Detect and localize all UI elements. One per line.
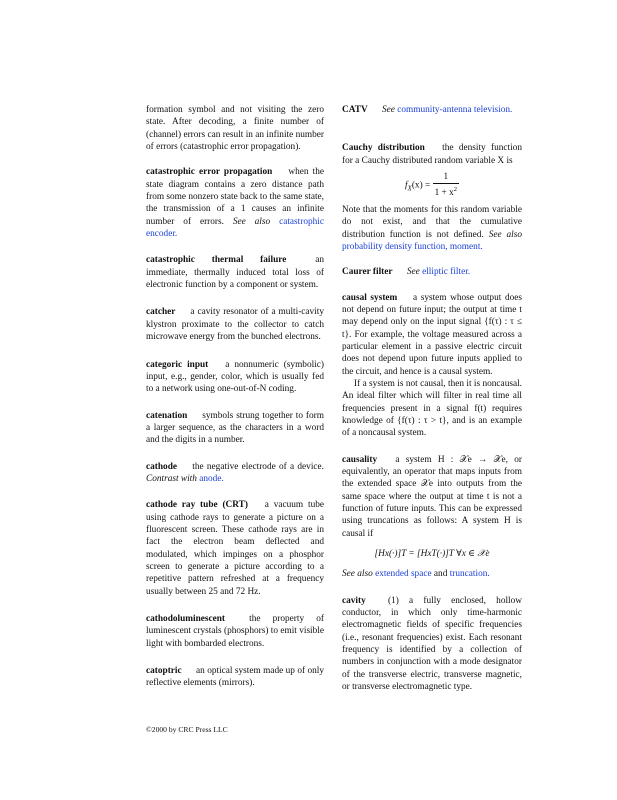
left-column <box>146 104 324 690</box>
right-column <box>342 104 522 694</box>
entry-term: catcher <box>146 307 176 318</box>
eq-numerator: 1 <box>433 171 459 184</box>
entry-definition: the negative electrode of a device. <box>192 461 324 472</box>
link-probability-density-function[interactable]: probability density function, moment. <box>342 241 483 252</box>
entry-definition: a nonnumeric (symbolic) input, e.g., gender, color, which is usually fed to a network using one-out-of-N coding. <box>146 359 324 395</box>
entry-definition: a cavity resonator of a multi-cavity klystron proximate to the collector to catch microwave energy from the bunched electrons. <box>146 307 325 343</box>
causality-see-also <box>342 568 522 580</box>
cauchy-note: Note that the moments for this random variable do not exist, and that the cumulative distribution function is not defined. <box>342 204 522 240</box>
continued-entry: formation symbol and not visiting the zero state. After decoding, a finite number of (channel) errors can result in an infinite number of errors (catastrophic error propagation). <box>146 105 324 153</box>
entry-definition: the property of luminescent crystals (phosphors) to emit visible light with bombarded electrons. <box>146 614 324 649</box>
eq-argument: (x) = <box>411 180 431 191</box>
eq-fraction <box>433 171 459 200</box>
entry-definition: symbols strung together to form a larger sequence, as the characters in a word and the digits in a number. <box>146 410 324 446</box>
entry-term: cavity <box>342 595 366 606</box>
see-label: See <box>406 267 420 278</box>
eq-den-text: 1 + x <box>434 188 454 199</box>
entry-term: causality <box>342 454 378 465</box>
eq-denominator <box>433 184 459 199</box>
entry-term: catenation <box>146 410 188 421</box>
entry-term: cathodoluminescent <box>146 614 226 624</box>
contrast-label: Contrast with <box>146 473 197 484</box>
entry-definition: the density function for a Cauchy distributed random variable X is <box>342 143 522 166</box>
entry-definition: (1) a fully enclosed, hollow conductor, in which only time-harmonic electromagnetic fields of specific frequencies (i.e., resonant frequencies) exist. Each resonant frequency is identified by a collection of numbers in conjunction with a mode designator of the transverse electric, transverse magnetic, or transverse electromagnetic type. <box>342 595 523 693</box>
entry-catcher <box>146 306 324 343</box>
cauchy-equation <box>342 171 522 200</box>
entry-catenation <box>146 410 324 447</box>
entry-definition: a vacuum tube using cathode rays to generate a picture on a fluorescent screen. These cathode rays are in fact the electron beam deflected and modulated, which impinges on a phosphor screen to generate a picture according to a repetitive pattern refreshed at a frequency usually between 25 and 72 Hz. <box>146 500 324 597</box>
entry-term: CATV <box>342 105 368 115</box>
entry-term: catastrophic thermal failure <box>146 255 287 266</box>
entry-term: categoric input <box>146 359 209 370</box>
see-label: See <box>381 105 395 115</box>
entry-catastrophic-error-propagation <box>146 166 324 240</box>
entry-term: catoptric <box>146 666 182 677</box>
link-truncation[interactable]: truncation. <box>449 569 490 580</box>
entry-definition: a system whose output does not depend on future input; the output at time t may depend only on the input signal {f(τ) : τ ≤ t}. For example, the voltage measured across a particular element in a passive electric circuit does not depend upon future inputs applied to the circuit, and hence is a causal system. <box>342 292 522 377</box>
entry-term: Cauchy distribution <box>342 143 425 154</box>
entry-term: Caurer filter <box>342 267 393 278</box>
and-word: and <box>433 569 448 580</box>
link-community-antenna-television[interactable]: community-antenna television. <box>397 105 513 115</box>
entry-catv <box>342 104 522 116</box>
link-catastrophic-encoder[interactable]: catastrophic encoder. <box>146 216 324 240</box>
see-also-label: See also <box>232 216 271 227</box>
entry-definition: an optical system made up of only reflective elements (mirrors). <box>146 666 325 689</box>
see-also-label: See also <box>488 229 522 240</box>
entry-term: catastrophic error propagation <box>146 167 273 178</box>
entry-catoptric <box>146 665 324 690</box>
link-elliptic-filter[interactable]: elliptic filter. <box>422 267 471 278</box>
entry-cathodoluminescent <box>146 613 324 650</box>
entry-caurer-filter <box>342 266 522 278</box>
eq-subscript: X <box>407 184 412 193</box>
link-anode[interactable]: anode. <box>199 473 224 484</box>
entry-definition: an immediate, thermally induced total loss of electronic function by a component or system. <box>146 255 324 291</box>
entry-definition: when the state diagram contains a zero distance path from some nonzero state back to the same state, the transmission of a 1 causes an infinite number of errors. <box>146 167 324 227</box>
entry-cathode <box>146 461 324 486</box>
copyright-footer: ©2000 by CRC Press LLC <box>146 725 228 734</box>
causal-system-paragraph-2: If a system is not causal, then it is noncausal. An ideal filter which will filter in real time all frequencies present in a signal f(t) requires knowledge of {f(τ) : τ > t}, and is an example of a noncausal system. <box>342 378 522 439</box>
entry-cathode-ray-tube <box>146 499 324 598</box>
entry-categoric-input <box>146 359 324 396</box>
entry-catastrophic-thermal-failure <box>146 254 324 291</box>
link-extended-space[interactable]: extended space <box>375 569 432 580</box>
see-also-label: See also <box>342 569 373 580</box>
entry-term: cathode <box>146 461 177 472</box>
entry-term: cathode ray tube (CRT) <box>146 500 248 511</box>
entry-term: causal system <box>342 292 398 303</box>
entry-cavity <box>342 595 522 694</box>
entry-cauchy-distribution <box>342 142 522 253</box>
eq-exponent: 2 <box>453 186 458 194</box>
eq-lhs: f <box>404 180 408 191</box>
entry-definition: a system H : 𝒳e → 𝒳e, or equivalently, an operator that maps inputs from the extended space 𝒳e into outputs from the same space where the output at time t is not a function of future inputs. This can be expressed using truncations as follows: A system H is causal if <box>342 454 522 539</box>
causality-equation: [Hx(·)]T = [HxT(·)]T ∀x ∈ 𝒳e <box>374 549 490 560</box>
entry-causality <box>342 454 522 581</box>
entry-causal-system <box>342 292 522 440</box>
